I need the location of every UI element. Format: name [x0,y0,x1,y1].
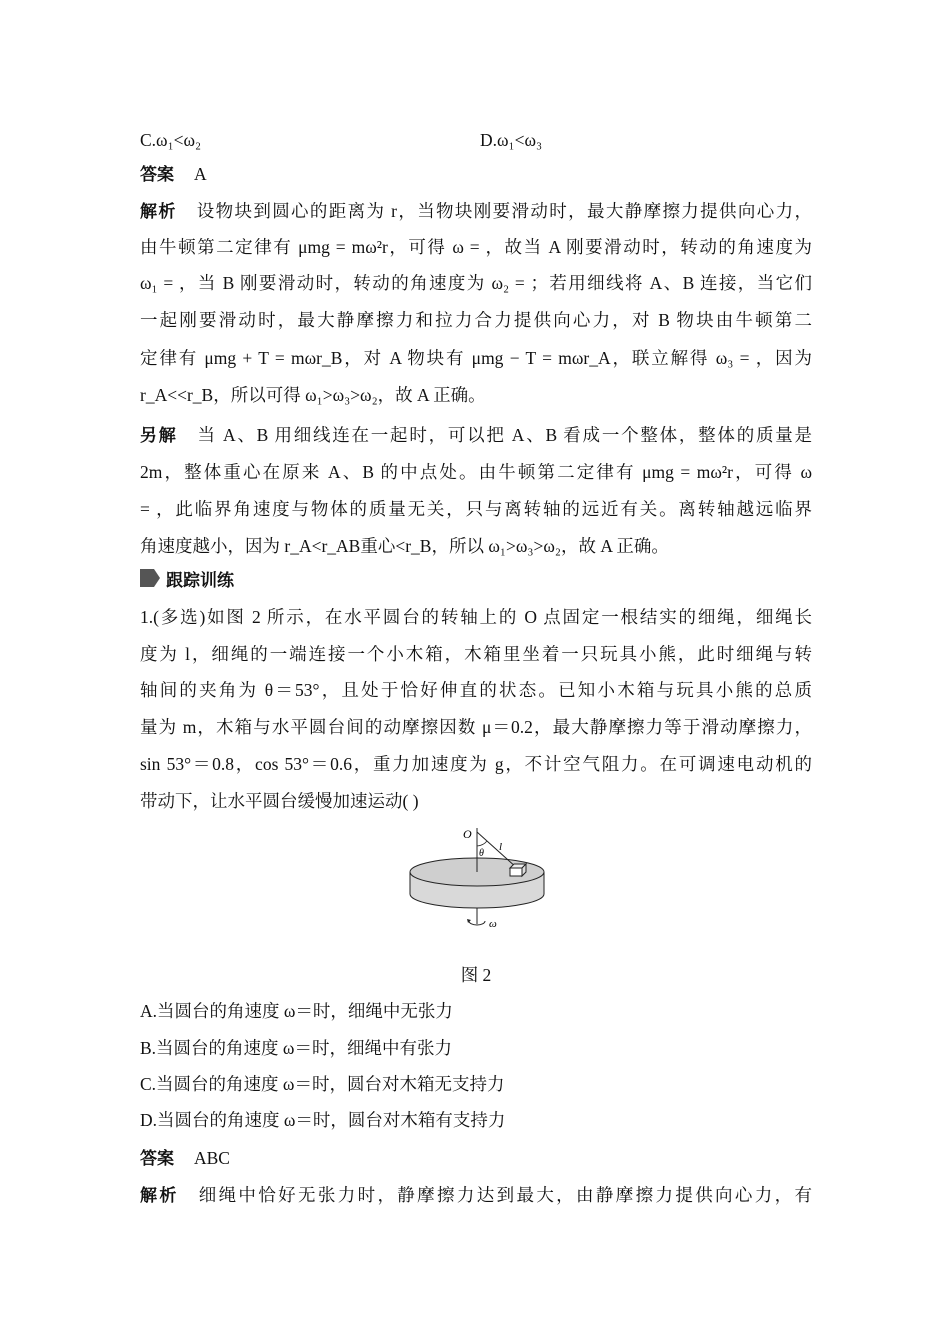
wooden-box [510,864,526,876]
option-a: A.当圆台的角速度 ω＝时，细绳中无张力 [140,1001,453,1021]
label-O: O [463,827,472,841]
analysis-label: 解析 [140,202,177,222]
question-line-2: 度为 l，细绳的一端连接一个小木箱，木箱里坐着一只玩具小熊，此时细绳与转 [140,644,812,664]
option-b: B.当圆台的角速度 ω＝时，细绳中有张力 [140,1038,452,1058]
answer-1 [140,162,812,187]
answer-value: A [194,164,207,184]
section-title: 跟踪训练 [166,570,234,591]
angle-arc [477,841,487,846]
answer-2 [140,1146,812,1171]
analysis-line-4: 一起刚要滑动时，最大静摩擦力和拉力合力提供向心力，对 B 物块由牛顿第二 [140,310,812,330]
question-line-5: sin 53°＝0.8，cos 53°＝0.6，重力加速度为 g，不计空气阻力。在可调速电动机的 [140,754,812,774]
question-line-3: 轴间的夹角为 θ＝53°，且处于恰好伸直的状态。已知小木箱与玩具小熊的总质 [140,680,812,700]
section-marker-icon [140,569,160,587]
answer-value: ABC [194,1148,230,1168]
analysis-2-line-1: 解析 细绳中恰好无张力时，静摩擦力达到最大，由静摩擦力提供向心力，有 [140,1185,812,1206]
alt-line-1: 另解 当 A、B 用细线连在一起时，可以把 A、B 看成一个整体，整体的质量是 [140,425,813,446]
alt-line-3: = ，此临界角速度与物体的质量无关，只与离转轴的远近有关。离转轴越远临界 [140,499,812,519]
analysis-line-3: ω₁ = ，当 B 刚要滑动时，转动的角速度为 ω₂ = ；若用细线将 A、B 连接，当它们 [140,273,812,293]
section-header [140,566,234,590]
option-d-top: D.ω₁<ω₃ [480,130,543,150]
answer-label: 答案 [140,165,174,185]
label-theta: θ [479,848,484,859]
label-l: l [499,841,503,853]
figure-caption: 图 2 [460,965,492,985]
question-line-1: 1.(多选)如图 2 所示，在水平圆台的转轴上的 O 点固定一根结实的细绳，细绳长 [140,607,812,627]
option-d: D.当圆台的角速度 ω＝时，圆台对木箱有支持力 [140,1110,506,1130]
turntable-figure [405,824,545,936]
analysis-line-1: 解析 设物块到圆心的距离为 r，当物块刚要滑动时，最大静摩擦力提供向心力， [140,201,813,222]
alt-line-2: 2m，整体重心在原来 A、B 的中点处。由牛顿第二定律有 μmg = mω²r，可得 ω [140,462,812,482]
analysis-label: 解析 [140,1186,179,1206]
analysis-line-6: r_A<<r_B，所以可得 ω₁>ω₃>ω₂，故 A 正确。 [140,385,486,405]
alt-label: 另解 [140,426,178,446]
question-line-6: 带动下，让水平圆台缓慢加速运动( ) [140,791,419,811]
alt-line-4: 角速度越小，因为 r_A<r_AB重心<r_B，所以 ω₁>ω₃>ω₂，故 A 正确。 [140,536,669,556]
label-omega: ω [489,918,497,930]
answer-label: 答案 [140,1149,174,1169]
analysis-line-2: 由牛顿第二定律有 μmg = mω²r，可得 ω = ，故当 A 刚要滑动时，转动的角速度为 [140,237,812,257]
option-c-top: C.ω₁<ω₂ [140,130,202,150]
analysis-line-5: 定律有 μmg + T = mωr_B，对 A 物块有 μmg − T = mωr_A，联立解得 ω₃ = ，因为 [140,348,812,368]
option-c: C.当圆台的角速度 ω＝时，圆台对木箱无支持力 [140,1074,505,1094]
question-line-4: 量为 m，木箱与水平圆台间的动摩擦因数 μ＝0.2，最大静摩擦力等于滑动摩擦力， [140,717,812,737]
